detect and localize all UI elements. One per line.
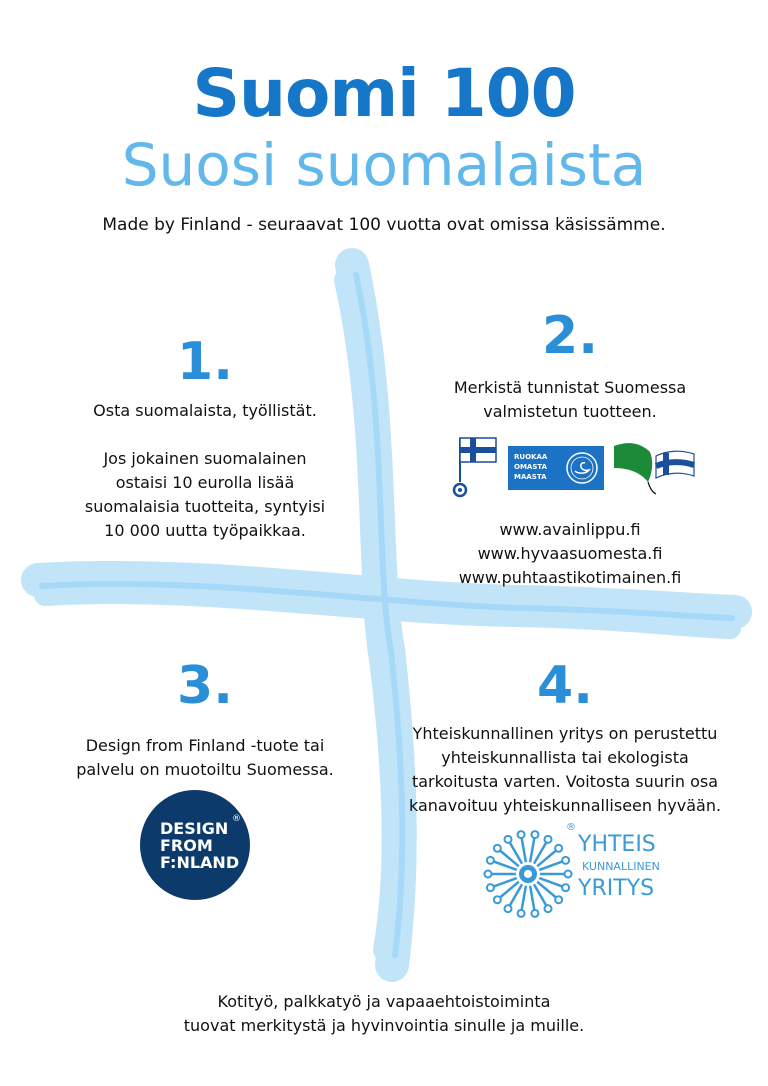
dandelion-seed xyxy=(487,857,494,864)
section-4-line: kanavoituu yhteiskunnalliseen hyvään. xyxy=(408,796,722,815)
dff-line: FROM xyxy=(160,836,213,855)
section-4-line: yhteiskunnallista tai ekologista xyxy=(441,748,689,767)
url-link[interactable]: www.avainlippu.fi xyxy=(499,520,641,539)
section-4-line: Yhteiskunnallinen yritys on perustettu xyxy=(412,724,718,743)
section-2-urls xyxy=(420,518,720,590)
dandelion-icon xyxy=(482,828,574,920)
registered-mark: ® xyxy=(232,814,241,824)
dandelion-seed xyxy=(518,831,525,838)
yk-logo-line: YHTEIS xyxy=(578,832,656,857)
swan-seal-icon xyxy=(564,450,600,486)
section-3-text xyxy=(45,734,365,782)
hyvaa-suomesta-logo xyxy=(508,446,604,490)
dandelion-seed xyxy=(531,910,538,917)
page-title: Suomi 100 xyxy=(192,55,576,132)
url-link[interactable]: www.puhtaastikotimainen.fi xyxy=(458,568,682,587)
registered-mark: ® xyxy=(566,822,576,833)
dandelion-seed xyxy=(545,836,552,843)
dandelion-seed xyxy=(545,905,552,912)
avainlippu-logo-icon xyxy=(446,432,502,500)
footer-text xyxy=(0,990,768,1038)
dandelion-ray xyxy=(530,839,534,863)
dandelion-ray xyxy=(522,839,526,863)
dandelion-seed xyxy=(505,905,512,912)
section-3-line: palvelu on muotoiltu Suomessa. xyxy=(76,760,334,779)
dff-logo-text xyxy=(160,820,240,871)
yk-logo-line: YRITYS xyxy=(578,876,655,901)
dff-line: DESIGN xyxy=(160,819,229,838)
section-2-text xyxy=(420,376,720,424)
section-1-line xyxy=(60,423,350,447)
dandelion-seed xyxy=(494,896,501,903)
dandelion-seed xyxy=(555,896,562,903)
hyvaa-logo-line: RUOKAA xyxy=(514,453,548,461)
dandelion-seed xyxy=(505,836,512,843)
section-4-line: tarkoitusta varten. Voitosta suurin osa xyxy=(411,772,719,791)
origin-logos xyxy=(440,430,700,500)
dff-line: F:NLAND xyxy=(160,853,240,872)
page-subtitle: Suosi suomalaista xyxy=(121,131,647,199)
yk-logo-line: KUNNALLINEN xyxy=(582,860,660,873)
dandelion-seed xyxy=(562,884,569,891)
hyvaa-logo-line: MAASTA xyxy=(514,473,547,481)
section-1-line: Jos jokainen suomalainen xyxy=(103,449,307,468)
footer-line: tuovat merkitystä ja hyvinvointia sinulle ja muille. xyxy=(183,1016,585,1035)
dandelion-seed xyxy=(487,884,494,891)
section-3-line: Design from Finland -tuote tai xyxy=(85,736,325,755)
tagline: Made by Finland - seuraavat 100 vuotta ovat omissa käsissämme. xyxy=(102,215,666,235)
puhtaasti-kotimainen-logo-icon xyxy=(610,436,700,496)
dandelion-ray xyxy=(530,886,534,910)
section-1-text xyxy=(60,399,350,543)
section-1-number: 1. xyxy=(177,332,233,392)
dandelion-seed xyxy=(562,857,569,864)
hyvaa-logo-line: OMASTA xyxy=(514,463,548,471)
dandelion-seed xyxy=(518,910,525,917)
dandelion-seed xyxy=(565,871,572,878)
section-1-line: Osta suomalaista, työllistät. xyxy=(93,401,317,420)
dandelion-ray xyxy=(522,886,526,910)
dandelion-seed xyxy=(494,845,501,852)
section-3-number: 3. xyxy=(177,656,233,716)
yhteiskunnallinen-yritys-logo xyxy=(482,822,672,920)
footer-line: Kotityö, palkkatyö ja vapaaehtoistoiminta xyxy=(217,992,551,1011)
dandelion-seed xyxy=(485,871,492,878)
section-1-line: suomalaisia tuotteita, syntyisi xyxy=(84,497,326,516)
section-2-number: 2. xyxy=(542,306,598,366)
url-link[interactable]: www.hyvaasuomesta.fi xyxy=(477,544,663,563)
design-from-finland-logo xyxy=(140,790,250,900)
section-1-line: ostaisi 10 eurolla lisää xyxy=(115,473,295,492)
section-1-line: 10 000 uutta työpaikkaa. xyxy=(104,521,306,540)
dandelion-seed xyxy=(531,831,538,838)
section-4-text xyxy=(400,722,730,818)
section-2-line: valmistetun tuotteen. xyxy=(483,402,657,421)
section-2-line: Merkistä tunnistat Suomessa xyxy=(453,378,687,397)
section-4-number: 4. xyxy=(537,656,593,716)
dandelion-seed xyxy=(555,845,562,852)
